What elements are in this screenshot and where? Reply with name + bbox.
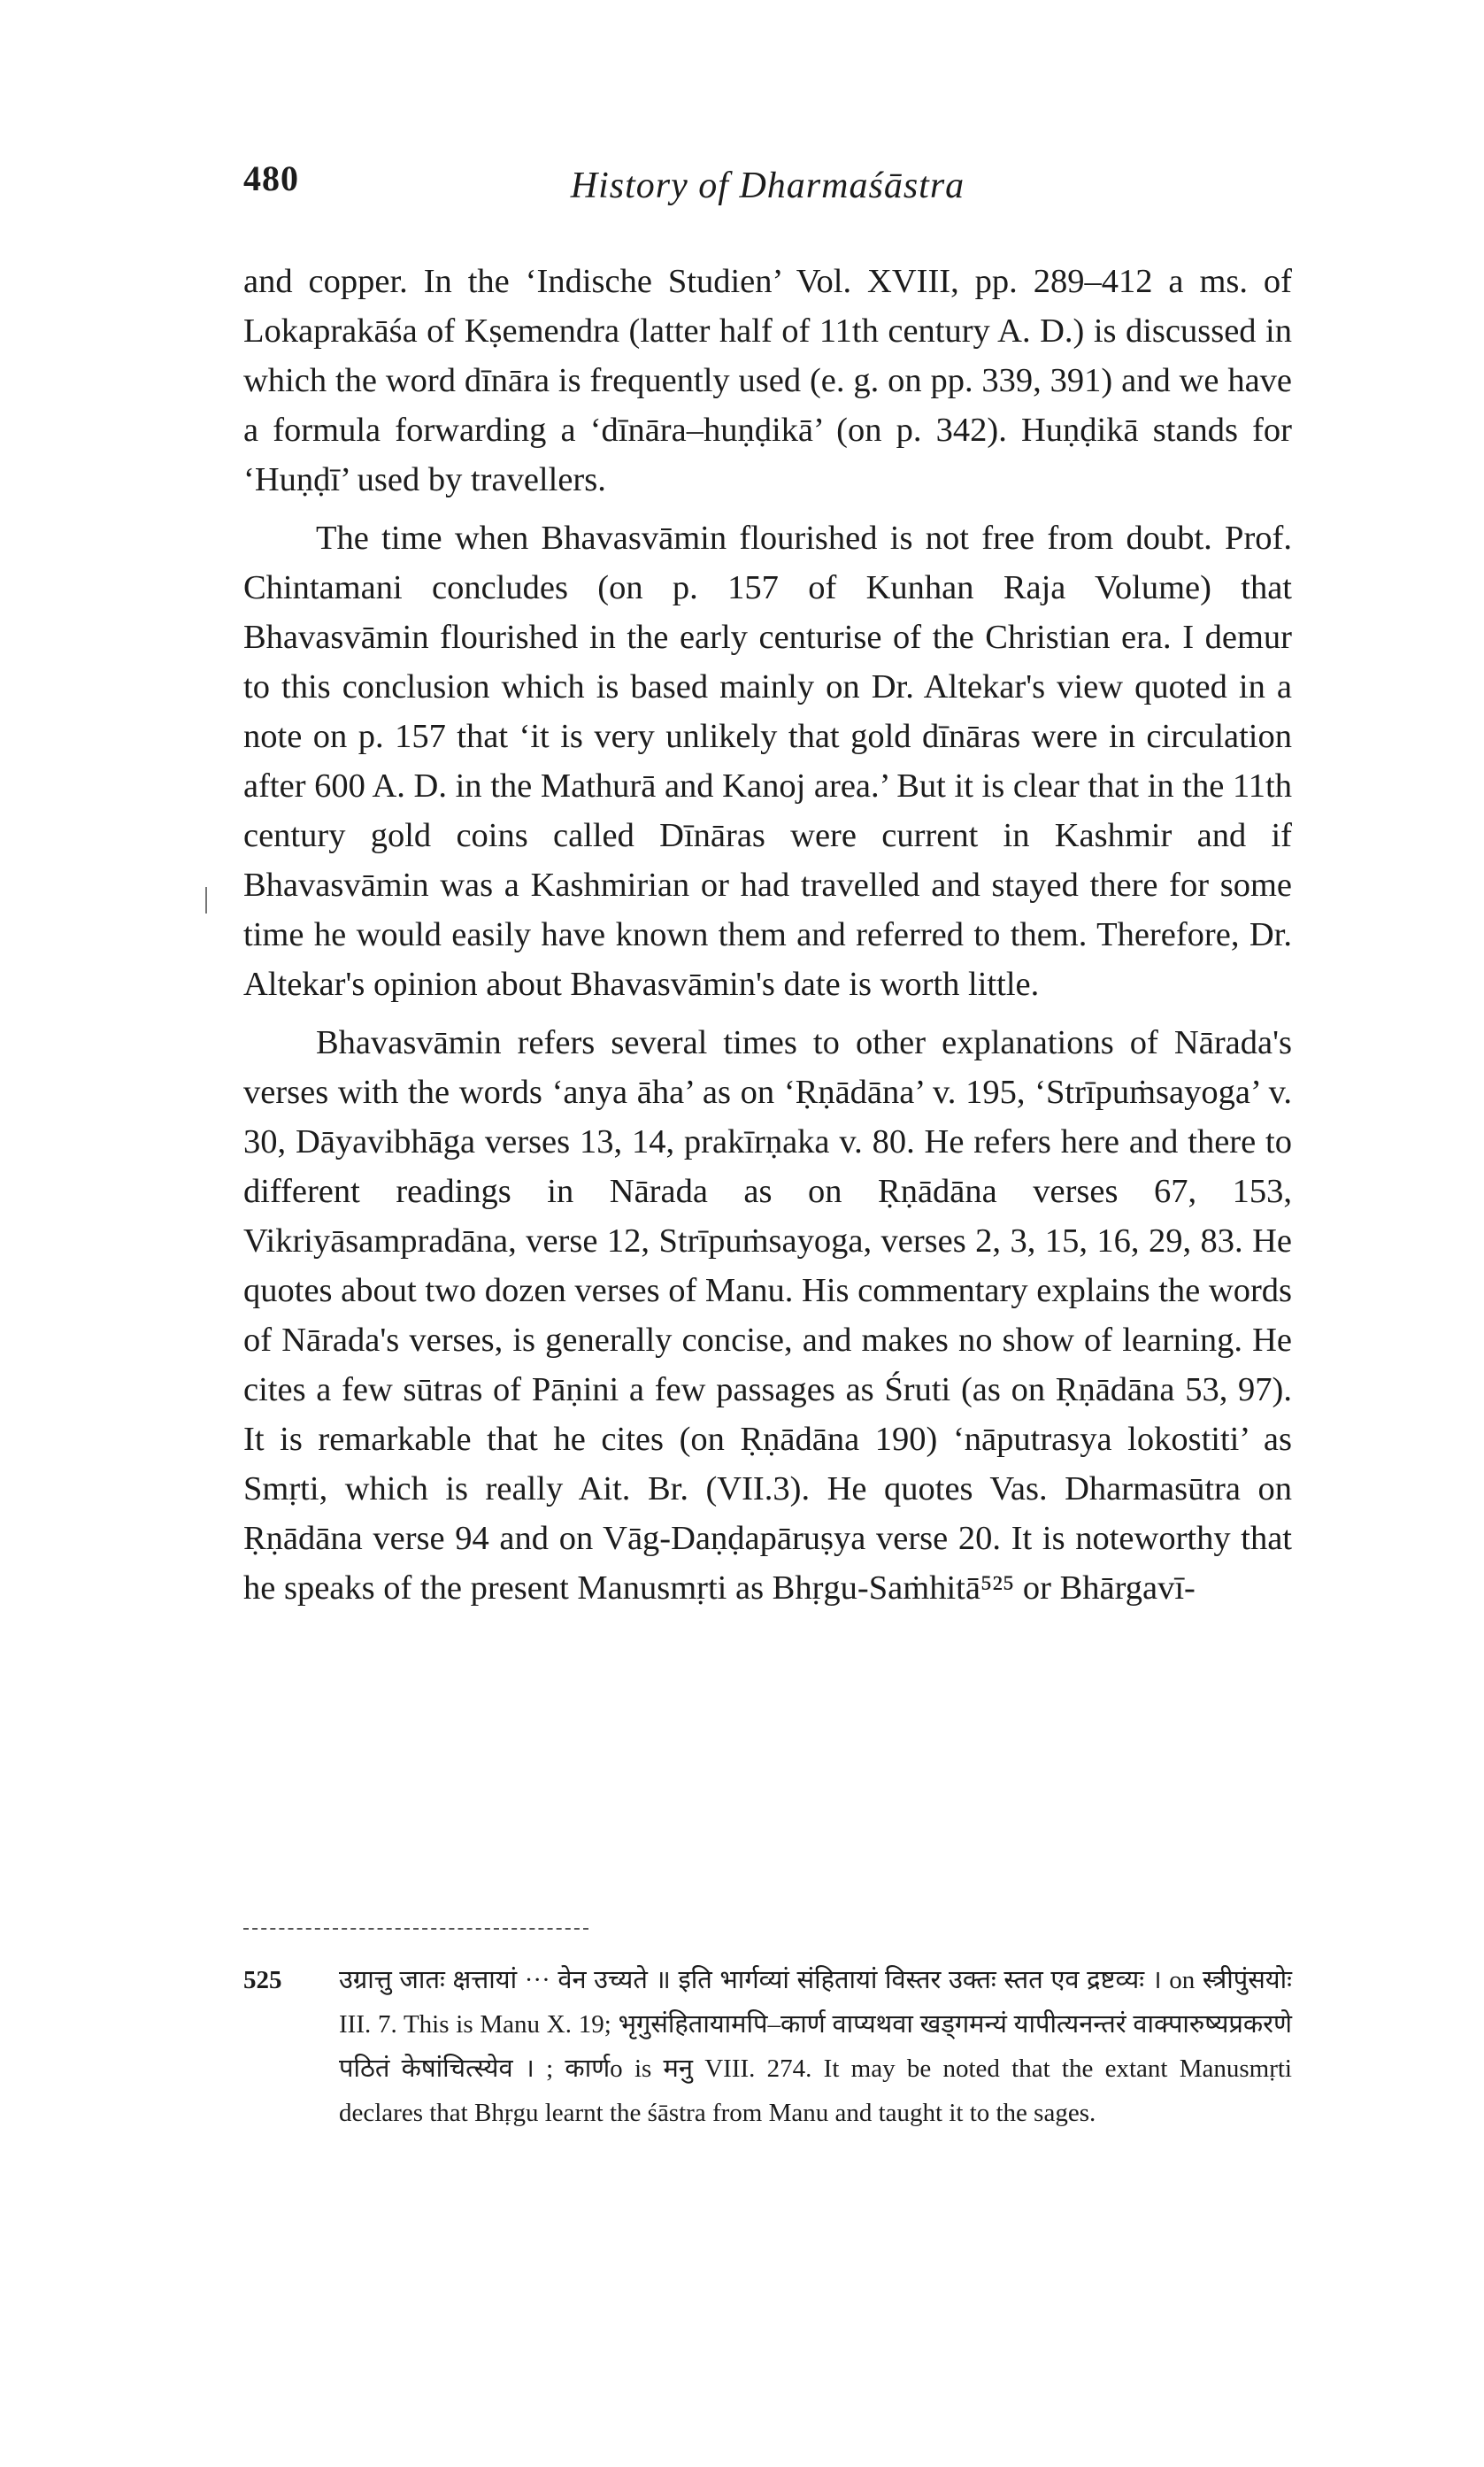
footnote bbox=[243, 1958, 1292, 2135]
page-header bbox=[243, 158, 1292, 220]
paragraph-3: Bhavasvāmin refers several times to other explanations of Nārada's verses with the words ‘anya āha’ as on ‘Ṛṇādāna’ v. 195, ‘Strīpuṁsayoga’ v. 30, Dāyavibhāga verses 13, 14, prakīrṇaka v. 80. He refers here and there to different readings in Nārada as on Ṛṇādāna verses 67, 153, Vikriyāsampradāna, verse 12, Strīpuṁsayoga, verses 2, 3, 15, 16, 29, 83. He quotes about two dozen verses of Manu. His commentary explains the words of Nārada's verses, is generally concise, and makes no show of learning. He cites a few sūtras of Pāṇini a few passages as Śruti (as on Ṛṇādāna 53, 97). It is remarkable that he cites (on Ṛṇādāna 190) ‘nāputrasya lokostiti’ as Smṛti, which is really Ait. Br. (VII.3). He quotes Vas. Dharmasūtra on Ṛṇādāna verse 94 and on Vāg-Daṇḍapāruṣya verse 20. It is noteworthy that he speaks of the present Manusmṛti as Bhṛgu-Saṁhitā⁵²⁵ or Bhārgavī- bbox=[243, 1024, 1292, 1607]
footnote-rule bbox=[243, 1928, 588, 1930]
page-number: 480 bbox=[243, 158, 299, 198]
margin-mark bbox=[205, 887, 207, 914]
body-text bbox=[243, 257, 1292, 1613]
paragraph-1: and copper. In the ‘Indische Studien’ Vol. XVIII, pp. 289–412 a ms. of Lokaprakāśa of Kṣemendra (latter half of 11th century A. D.) is discussed in which the word dīnāra is frequently used (e. g. on pp. 339, 391) and we have a formula forwarding a ‘dīnāra–huṇḍikā’ (on p. 342). Huṇḍikā stands for ‘Huṇḍī’ used by travellers. bbox=[243, 263, 1292, 498]
running-title: History of Dharmaśāstra bbox=[570, 166, 965, 206]
paragraph-2: The time when Bhavasvāmin flourished is not free from doubt. Prof. Chintamani concludes (on p. 157 of Kunhan Raja Volume) that Bhavasvāmin flourished in the early centurise of the Christian era. I demur to this conclusion which is based mainly on Dr. Altekar's view quoted in a note on p. 157 that ‘it is very unlikely that gold dīnāras were in circulation after 600 A. D. in the Mathurā and Kanoj area.’ But it is clear that in the 11th century gold coins called Dīnāras were current in Kashmir and if Bhavasvāmin was a Kashmirian or had travelled and stayed there for some time he would easily have known them and referred to them. Therefore, Dr. Altekar's opinion about Bhavasvāmin's date is worth little. bbox=[243, 520, 1292, 1003]
footnote-text: उग्रात्तु जातः क्षत्तायां ··· वेन उच्यते ॥ इति भार्गव्यां संहितायां विस्तर उक्तः स्तत एव द्रष्टव्यः । on स्त्रीपुंसयोः III. 7. This is Manu X. 19; भृगुसंहितायामपि–कार्ण वाप्यथवा खड्गमन्यं यापीत्यनन्तरं वाक्पारुष्यप्रकरणे पठितं केषांचित्स्येव । ; कार्णo is मनु VIII. 274. It may be noted that the extant Manusmṛti declares that Bhṛgu learnt the śāstra from Manu and taught it to the sages. bbox=[339, 1966, 1292, 2127]
footnote-number: 525 bbox=[243, 1966, 282, 1994]
